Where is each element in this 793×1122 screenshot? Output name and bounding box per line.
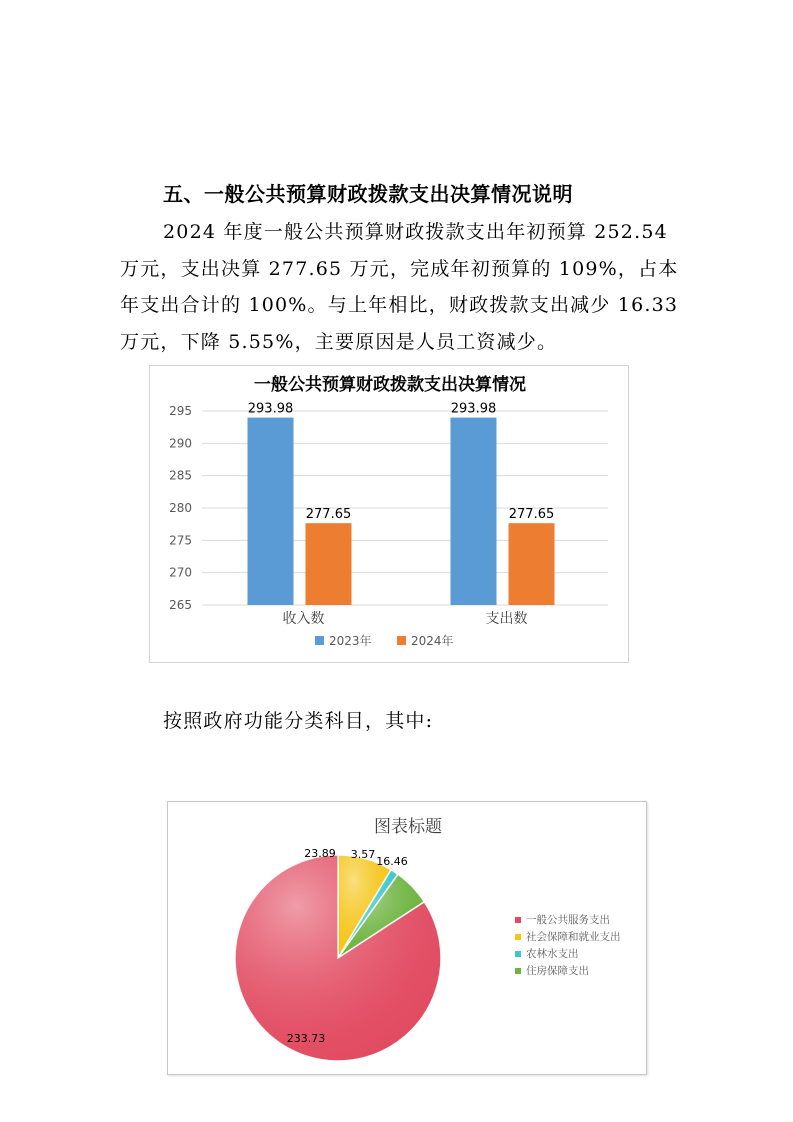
x-category-label: 支出数 bbox=[485, 611, 528, 627]
paragraph-line: 万元，下降 5.55%，主要原因是人员工资减少。 bbox=[120, 330, 558, 353]
y-tick-label: 295 bbox=[169, 404, 192, 418]
bar-value-label: 293.98 bbox=[450, 401, 497, 417]
legend-swatch bbox=[515, 951, 521, 957]
bar-chart bbox=[150, 366, 630, 664]
legend-label: 住房保障支出 bbox=[526, 965, 589, 977]
pie-chart-frame bbox=[167, 801, 647, 1075]
legend-swatch bbox=[515, 917, 521, 923]
legend-label: 2024年 bbox=[411, 634, 454, 648]
y-tick-label: 285 bbox=[169, 468, 192, 483]
y-tick-label: 265 bbox=[169, 598, 192, 612]
legend-swatch bbox=[515, 934, 521, 940]
pie-value-label: 23.89 bbox=[304, 847, 336, 860]
bar-value-label: 277.65 bbox=[508, 507, 555, 523]
legend-label: 农林水支出 bbox=[526, 948, 579, 960]
x-category-label: 收入数 bbox=[282, 611, 325, 627]
legend-swatch bbox=[515, 968, 521, 974]
bar-chart-title: 一般公共预算财政拨款支出决算情况 bbox=[254, 375, 526, 395]
legend-label: 一般公共服务支出 bbox=[526, 914, 610, 926]
pie-chart bbox=[168, 802, 648, 1076]
bar-value-label: 293.98 bbox=[247, 401, 294, 417]
bar bbox=[306, 523, 352, 605]
legend-swatch bbox=[397, 636, 406, 645]
pie-value-label: 3.57 bbox=[350, 848, 376, 861]
classification-intro: 按照政府功能分类科目，其中: bbox=[163, 710, 434, 732]
legend-label: 社会保障和就业支出 bbox=[526, 931, 621, 943]
paragraph-line: 2024 年度一般公共预算财政拨款支出年初预算 252.54 bbox=[163, 221, 668, 243]
y-tick-label: 280 bbox=[169, 501, 192, 515]
pie-value-label: 16.46 bbox=[376, 855, 408, 868]
y-tick-label: 270 bbox=[169, 565, 192, 580]
paragraph-line: 万元，支出决算 277.65 万元，完成年初预算的 109%，占本 bbox=[120, 257, 679, 280]
legend-label: 2023年 bbox=[329, 634, 372, 648]
section-paragraph bbox=[120, 214, 680, 360]
pie-chart-title: 图表标题 bbox=[374, 817, 442, 837]
section-heading: 五、一般公共预算财政拨款支出决算情况说明 bbox=[163, 182, 573, 206]
pie-value-label: 233.73 bbox=[286, 1032, 326, 1045]
bar bbox=[248, 418, 294, 605]
y-tick-label: 290 bbox=[169, 436, 192, 451]
bar bbox=[451, 418, 497, 605]
paragraph-line: 年支出合计的 100%。与上年相比，财政拨款支出减少 16.33 bbox=[120, 294, 679, 316]
bar-value-label: 277.65 bbox=[305, 507, 352, 523]
legend-swatch bbox=[315, 636, 324, 645]
bar bbox=[509, 523, 555, 605]
y-tick-label: 275 bbox=[169, 533, 192, 548]
bar-chart-frame bbox=[149, 365, 629, 663]
